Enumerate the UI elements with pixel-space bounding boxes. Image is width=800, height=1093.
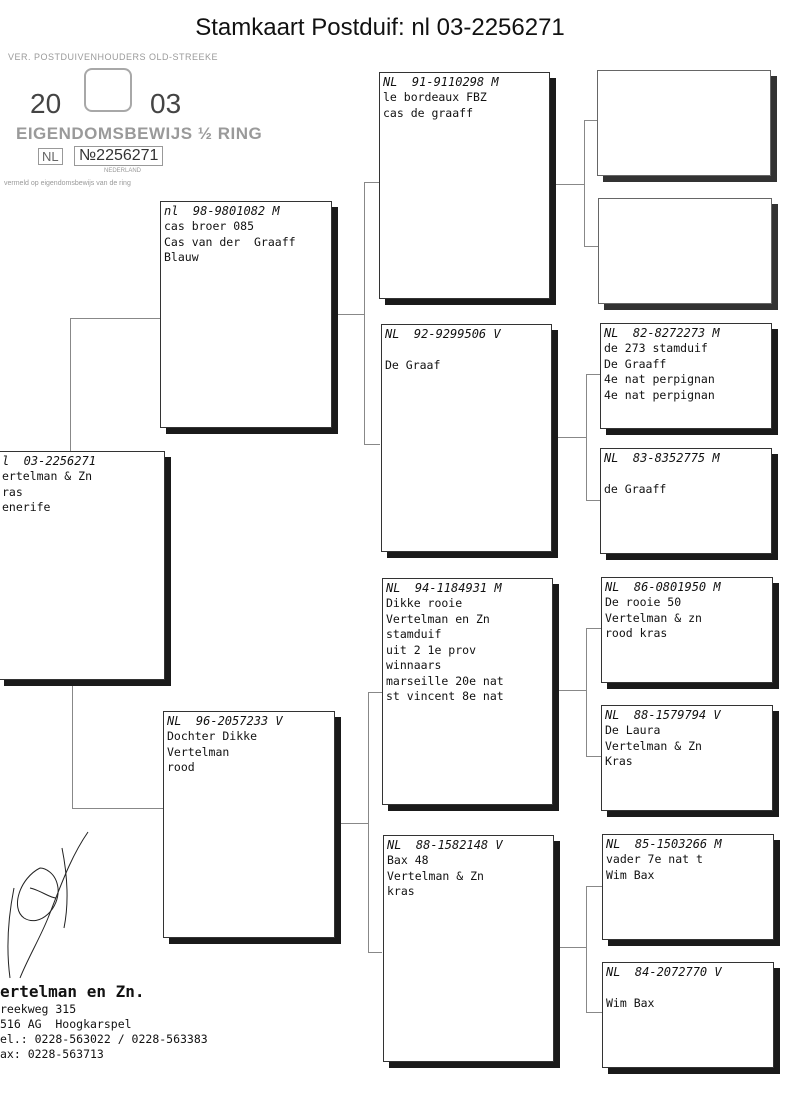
card-line: Dikke rooie <box>386 596 463 610</box>
stamp-year-left: 20 <box>30 88 62 119</box>
ring-number: NL 82-8272273 M <box>604 326 720 340</box>
card-line: vader 7e nat t <box>606 852 703 866</box>
card-line: Dochter Dikke <box>167 729 258 743</box>
card-line: de 273 stamduif <box>604 341 708 355</box>
card-line: stamduif <box>386 627 442 641</box>
card-line: le bordeaux FBZ <box>383 90 487 104</box>
card-line: enerife <box>2 500 51 514</box>
connector <box>584 120 585 246</box>
connector <box>72 808 164 809</box>
card-line: Bax 48 <box>387 853 429 867</box>
ring-number: NL 86-0801950 M <box>605 580 721 594</box>
connector <box>586 374 600 375</box>
ring-number: NL 96-2057233 V <box>167 714 283 728</box>
connector <box>586 886 602 887</box>
pigeon-card-mf-father[interactable] <box>601 577 773 683</box>
connector <box>364 444 380 445</box>
pigeon-card-father-mother[interactable] <box>381 324 552 552</box>
connector <box>586 628 587 756</box>
pigeon-card-ff-father[interactable] <box>597 70 771 176</box>
pigeon-card-fm-mother[interactable] <box>600 448 772 554</box>
connector <box>586 628 602 629</box>
ring-number: NL 88-1579794 V <box>605 708 721 722</box>
owner-street: reekweg 315 <box>0 1002 77 1016</box>
card-line: uit 2 1e prov <box>386 642 477 657</box>
connector <box>70 318 71 452</box>
card-line: marseille 20e nat <box>386 673 504 688</box>
card-line: kras <box>387 884 415 898</box>
ring-number <box>599 199 771 201</box>
card-line: de Graaff <box>604 481 667 496</box>
ring-number: NL 91-9110298 M <box>383 75 499 89</box>
card-line: Vertelman & Zn <box>387 868 484 883</box>
ring-number: NL 92-9299506 V <box>385 327 501 341</box>
stamp-small-text: NEDERLAND <box>104 168 142 174</box>
card-line: Vertelman & Zn <box>605 738 702 753</box>
ring-number: NL 85-1503266 M <box>606 837 722 851</box>
signature-icon <box>0 828 110 998</box>
card-line: Vertelman & zn <box>605 610 702 625</box>
ring-number: NL 83-8352775 M <box>604 451 720 465</box>
pigeon-card-ff-mother[interactable] <box>598 198 772 304</box>
crest-icon <box>84 68 132 112</box>
pigeon-card-mm-father[interactable] <box>602 834 774 940</box>
owner-phone: el.: 0228-563022 / 0228-563383 <box>0 1032 208 1046</box>
card-line <box>601 466 771 482</box>
connector <box>586 1012 602 1013</box>
owner-address-block <box>0 982 208 1062</box>
connector <box>584 120 598 121</box>
owner-fax: ax: 0228-563713 <box>0 1047 104 1061</box>
card-line: Vertelman <box>167 744 230 759</box>
connector <box>558 690 586 691</box>
connector <box>368 692 382 693</box>
connector <box>586 500 600 501</box>
ring-number <box>598 71 770 73</box>
card-line: cas broer 085 <box>164 219 255 233</box>
stamp-country: NL <box>38 148 63 165</box>
connector <box>556 184 584 185</box>
connector <box>558 437 586 438</box>
stamp-ring-number: №2256271 <box>74 146 163 166</box>
ring-number: NL 88-1582148 V <box>387 838 503 852</box>
connector <box>368 952 382 953</box>
card-line: winnaars <box>386 658 442 672</box>
pigeon-card-mf-mother[interactable] <box>601 705 773 811</box>
card-line <box>603 980 773 996</box>
ring-number: NL 94-1184931 M <box>386 581 502 595</box>
connector <box>340 823 368 824</box>
stamp-year-right: 03 <box>150 88 182 119</box>
pigeon-card-mother-mother[interactable] <box>383 835 554 1062</box>
stamp-association-text: VER. POSTDUIVENHOUDERS OLD-STREEKE <box>8 52 219 62</box>
owner-name: ertelman en Zn. <box>0 982 145 1001</box>
card-line: De Graaf <box>385 357 441 372</box>
card-line: cas de graaff <box>383 105 474 120</box>
card-line: De rooie 50 <box>605 595 682 609</box>
connector <box>586 374 587 500</box>
card-line: Blauw <box>164 250 199 264</box>
card-line: ras <box>2 484 23 499</box>
ring-number: nl 98-9801082 M <box>164 204 280 218</box>
connector <box>72 684 73 808</box>
card-line: rood kras <box>605 626 668 640</box>
connector <box>584 246 598 247</box>
card-line: ertelman & Zn <box>2 469 93 483</box>
card-line: Wim Bax <box>606 867 655 882</box>
ring-certificate-stamp <box>4 52 263 192</box>
card-line: 4e nat perpignan <box>604 372 715 386</box>
owner-postal-city: 516 AG Hoogkarspel <box>0 1017 132 1031</box>
card-line: 4e nat perpignan <box>604 387 715 402</box>
card-line: Kras <box>605 754 633 768</box>
stamp-bottom-text: vermeld op eigendomsbewijs van de ring <box>4 180 131 187</box>
connector <box>70 318 162 319</box>
connector <box>558 947 586 948</box>
pigeon-card-mm-mother[interactable] <box>602 962 774 1068</box>
connector <box>368 692 369 952</box>
card-line <box>382 342 551 358</box>
connector <box>364 182 365 444</box>
pigeon-card-mother[interactable] <box>163 711 335 938</box>
card-line: st vincent 8e nat <box>386 689 504 703</box>
ring-number: NL 84-2072770 V <box>606 965 722 979</box>
card-line: Wim Bax <box>606 995 655 1010</box>
pigeon-card-father-father[interactable] <box>379 72 550 299</box>
pigeon-card-subject[interactable] <box>0 451 165 680</box>
card-line: De Laura <box>605 723 661 737</box>
card-line: De Graaff <box>604 356 667 371</box>
card-line: Vertelman en Zn <box>386 611 490 626</box>
stamp-label: EIGENDOMSBEWIJS ½ RING <box>16 124 263 143</box>
connector <box>338 314 364 315</box>
page-title: Stamkaart Postduif: nl 03-2256271 <box>195 14 565 41</box>
card-line: rood <box>167 760 195 774</box>
card-line: Cas van der Graaff <box>164 234 296 249</box>
connector <box>586 756 602 757</box>
pigeon-card-father[interactable] <box>160 201 332 428</box>
ring-number: l 03-2256271 <box>2 454 96 468</box>
connector <box>586 886 587 1012</box>
pigeon-card-mother-father[interactable] <box>382 578 553 805</box>
pigeon-card-fm-father[interactable] <box>600 323 772 429</box>
connector <box>364 182 380 183</box>
